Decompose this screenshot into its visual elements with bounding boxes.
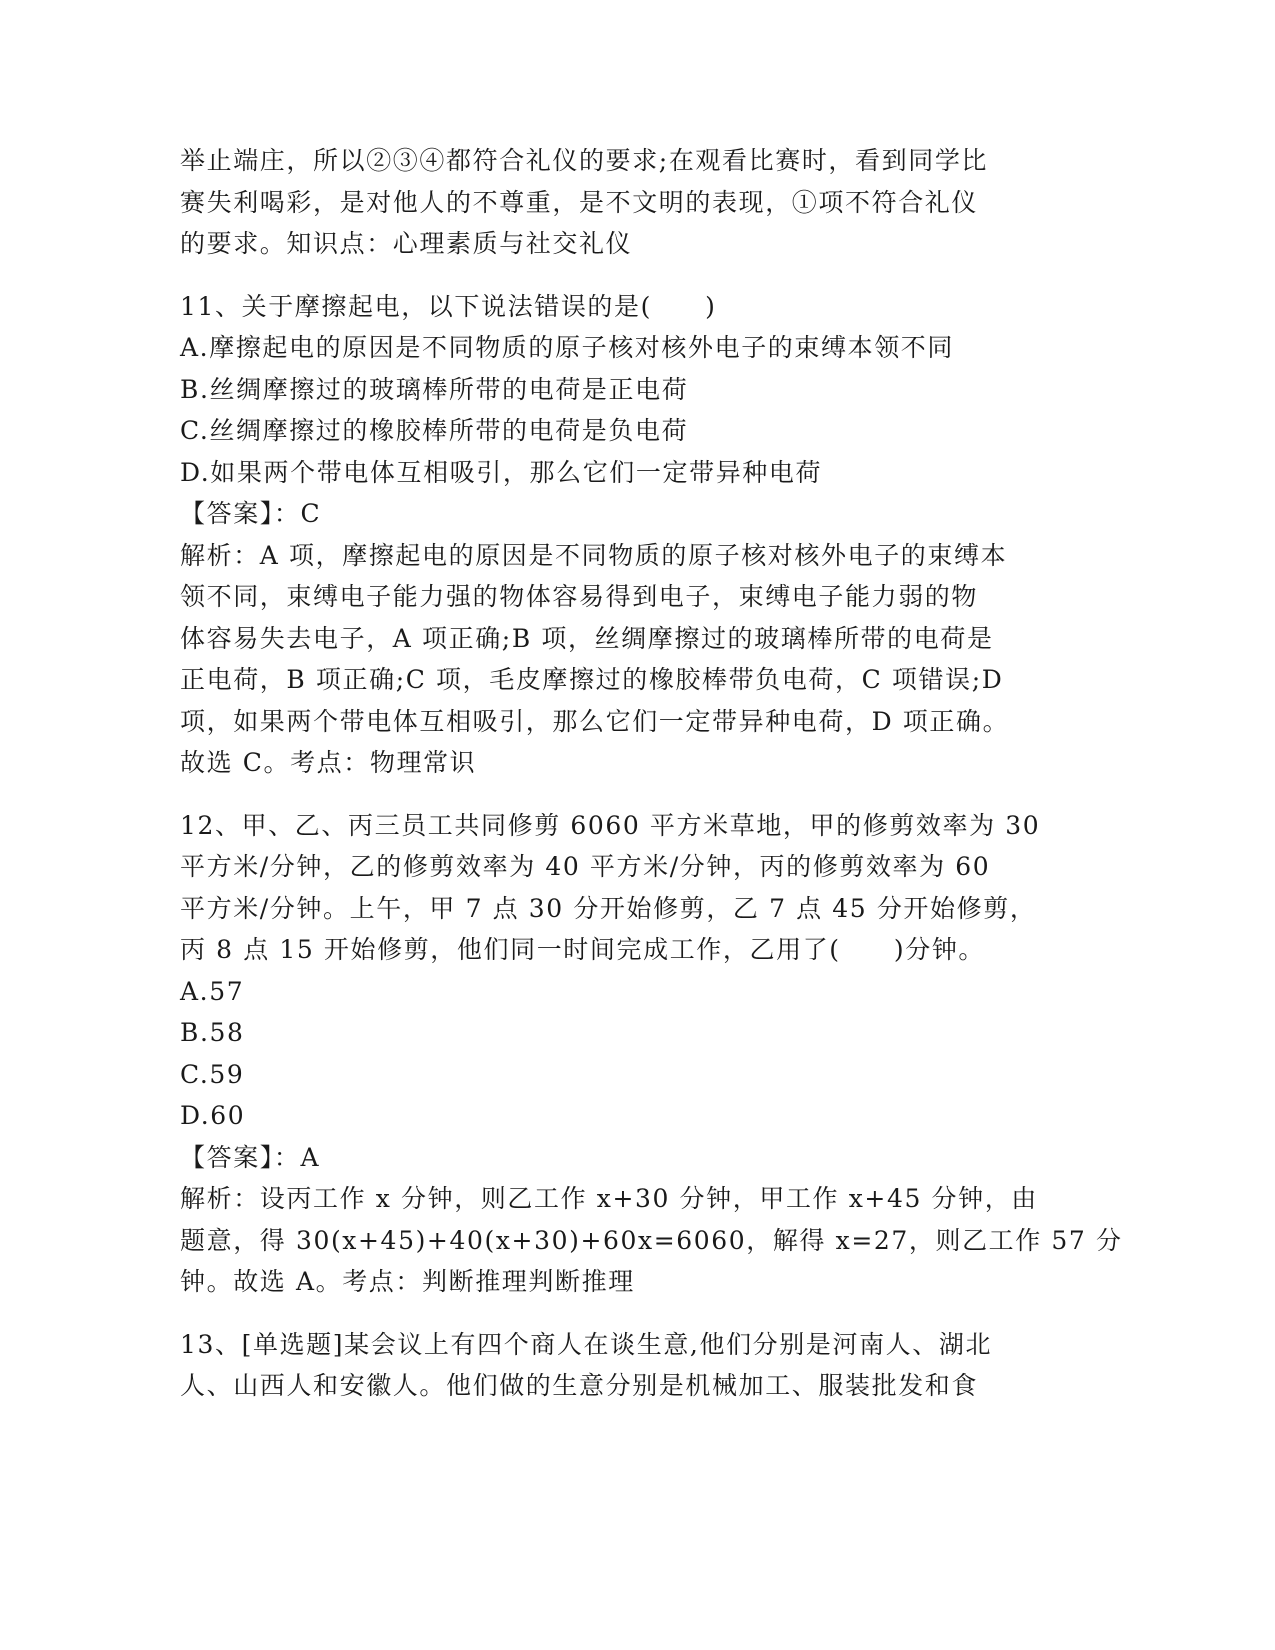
question-stem: 平方米/分钟。上午，甲 7 点 30 分开始修剪，乙 7 点 45 分开始修剪， [180,893,1037,923]
option-c: C.丝绸摩擦过的橡胶棒所带的电荷是负电荷 [180,416,689,445]
explanation-line: 解析：A 项，摩擦起电的原因是不同物质的原子核对核外电子的束缚本 [180,540,1008,570]
option-b: B.58 [180,1018,245,1047]
text-line: 赛失利喝彩，是对他人的不尊重，是不文明的表现，①项不符合礼仪 [180,187,979,217]
question-stem: 12、甲、乙、丙三员工共同修剪 6060 平方米草地，甲的修剪效率为 30 [180,810,1041,840]
answer-line: 【答案】：A [180,1142,321,1172]
previous-answer-continuation [180,140,1060,265]
question-stem: 丙 8 点 15 开始修剪，他们同一时间完成工作，乙用了( )分钟。 [180,935,986,964]
option-b: B.丝绸摩擦过的玻璃棒所带的电荷是正电荷 [180,374,689,404]
explanation-line: 领不同，束缚电子能力强的物体容易得到电子，束缚电子能力弱的物 [180,582,979,611]
option-a: A.57 [180,976,245,1006]
explanation-line: 项，如果两个带电体互相吸引，那么它们一定带异种电荷，D 项正确。 [180,706,1010,736]
question-stem: 人、山西人和安徽人。他们做的生意分别是机械加工、服装批发和食 [180,1371,979,1400]
explanation-line: 题意，得 30(x+45)+40(x+30)+60x=6060，解得 x=27，则乙工作 57 分 [180,1225,1123,1255]
explanation-line: 解析：设丙工作 x 分钟，则乙工作 x+30 分钟，甲工作 x+45 分钟，由 [180,1184,1038,1213]
document-page [180,140,1123,1407]
explanation-line: 故选 C。考点：物理常识 [180,748,477,777]
question-stem: 平方米/分钟，乙的修剪效率为 40 平方米/分钟，丙的修剪效率为 60 [180,852,991,881]
text-line: 的要求。知识点：心理素质与社交礼仪 [180,229,633,258]
explanation-line: 体容易失去电子，A 项正确;B 项，丝绸摩擦过的玻璃棒所带的电荷是 [180,623,994,653]
question-12 [180,805,1123,1303]
question-stem: 13、[单选题]某会议上有四个商人在谈生意,他们分别是河南人、湖北 [180,1329,993,1359]
answer-line: 【答案】：C [180,499,322,528]
question-11 [180,286,1060,784]
text-line: 举止端庄，所以②③④都符合礼仪的要求;在观看比赛时，看到同学比 [180,146,989,175]
explanation-line: 正电荷，B 项正确;C 项，毛皮摩擦过的橡胶棒带负电荷，C 项错误;D [180,665,1004,694]
option-c: C.59 [180,1059,245,1089]
option-d: D.如果两个带电体互相吸引，那么它们一定带异种电荷 [180,457,823,487]
explanation-line: 钟。故选 A。考点：判断推理判断推理 [180,1267,635,1296]
question-13 [180,1324,1060,1407]
option-d: D.60 [180,1101,246,1130]
option-a: A.摩擦起电的原因是不同物质的原子核对核外电子的束缚本领不同 [180,333,955,362]
question-stem: 11、关于摩擦起电，以下说法错误的是( ) [180,291,717,321]
